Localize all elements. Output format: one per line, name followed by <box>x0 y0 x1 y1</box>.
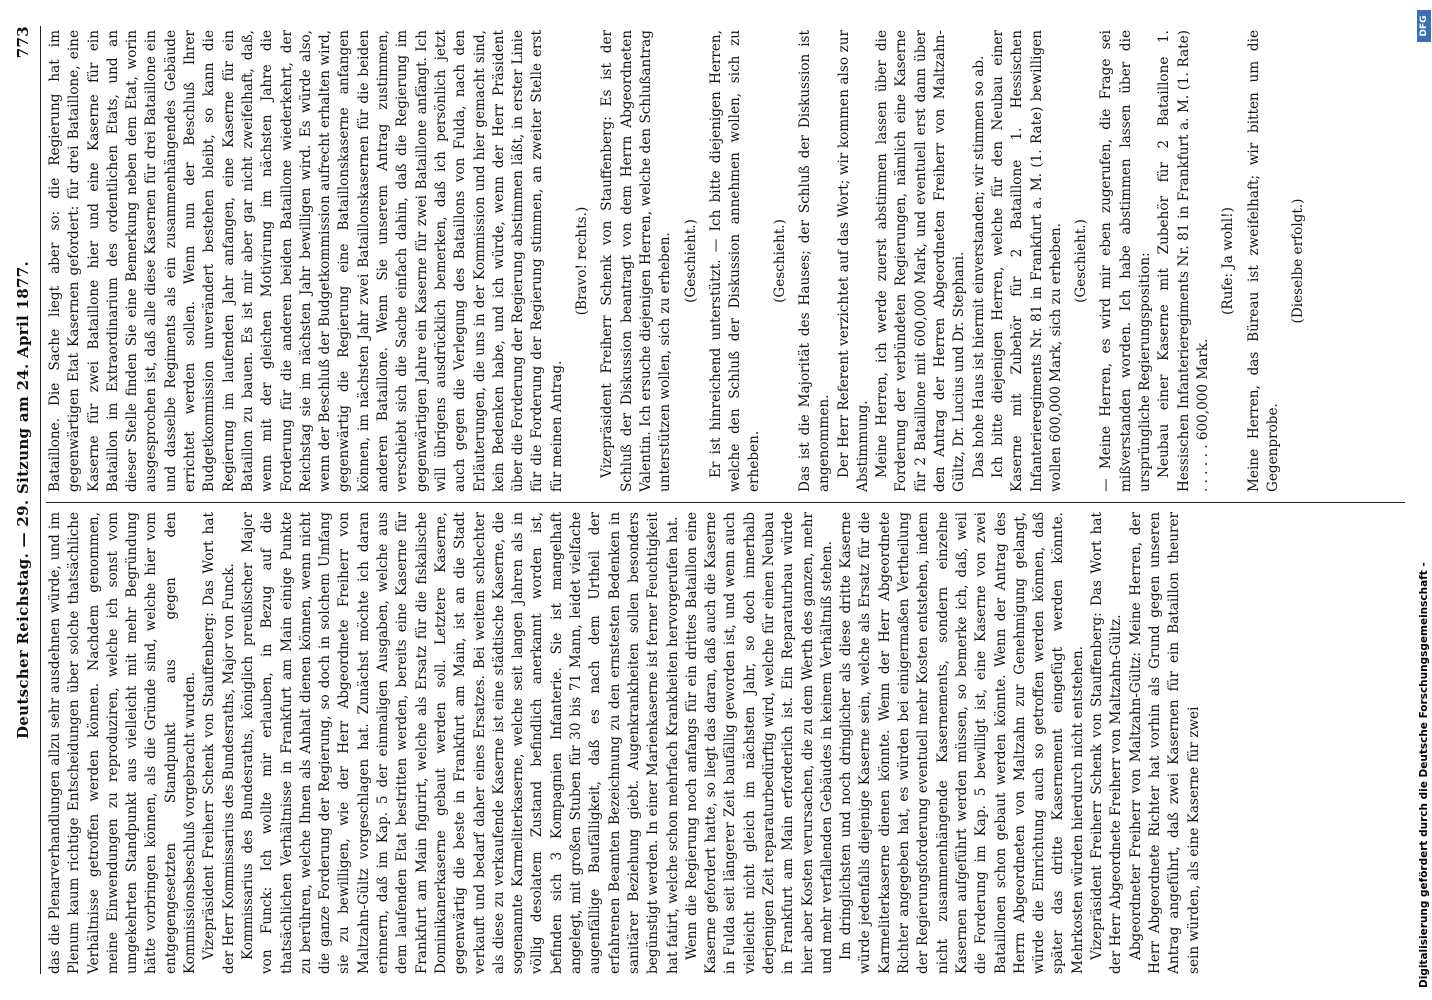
paragraph: Das hohe Haus ist hiermit einverstanden; wir stimmen so ab. <box>970 55 987 478</box>
paragraph: Vizepräsident Freiherr Schenk von Stauffenberg: Das Wort hat der Herr Abgeordnete Freiherr von Maltzahn-Gültz. <box>1089 512 1125 974</box>
header-title: Deutscher Reichstag. — 29. Sitzung am 24. April 1877. <box>14 261 32 739</box>
running-header <box>4 26 40 974</box>
paragraph: Im dringlichsten und noch dringlicher als diese dritte Kaserne würde jedenfalls diejenige Kaserne sein, welche als Ersatz für die Karmeliterkaserne dienen könnte. Wenn der Herr Abgeordnete Richter angegeben hat, es würden bei einigermaßen Vertheilung der Regierungsforderung eventuell mehr Kosten entstehen, indem nicht zusammenhängende Kasernements, sondern einzelne Kasernen aufgeführt werden müssen, so bemerke ich, daß, weil die Forderung im Kap. 5 bewilligt ist, eine Kaserne von zwei Bataillonen schon gebaut werden könnte. Wenn der Antrag des Herrn Abgeordneten von Maltzahn zur Genehmigung gelangt, würde die Einrichtung auch so getroffen werden können, daß später das dritte Kasernement eingefügt werden könnte. Mehrkosten würden hierdurch nicht entstehen. <box>838 512 1086 974</box>
paragraph: Bataillone. Die Sache liegt aber so: die Regierung hat im gegenwärtigen Etat Kasernen gefordert: für drei Bataillone, eine Kaserne für zwei Bataillone hier und eine Kaserne für ein Bataillon im Extraordinarium des ordentlichen Etats, und an dieser Stelle finden Sie eine Bemerkung neben dem Etat, worin ausgesprochen ist, daß alle diese Kasernen für drei Bataillone ein und dasselbe Regiments als ein zusammenhängendes Gebäude errichtet werden sollen. Wenn nun der Beschluß Ihrer Budgetkommission unverändert bestehen bleibt, so kann die Regierung im laufenden Jahr anfangen, eine Kaserne für ein Bataillon zu bauen. Es ist mir aber gar nicht zweifelhaft, daß, wenn mit der gleichen Motivirung im nächsten Jahre die Forderung für die anderen beiden Bataillone wiederkehrt, der Reichstag sie im nächsten Jahr bewilligen wird. Es würde also, wenn der Beschluß der Budgetkommission aufrecht erhalten wird, gegenwärtig die Regierung eine Bataillonskaserne anfangen können, im nächsten Jahr zwei Bataillonskasernen für die beiden anderen Bataillone. Wenn Sie unserem Antrag zustimmen, verschiebt sich die Sache einfach dahin, daß die Regierung im gegenwärtigen Jahre ein Kaserne für zwei Bataillone anfängt. Ich will übrigens ausdrücklich bemerken, daß ich persönlich jetzt auch gegen die Verlegung des Bataillons von Fulda, nach den Erläuterungen, die uns in der Kommission und hier gemacht sind, kein Bedenken habe, und ich würde, wenn der Herr Präsident über die Forderung der Regierung abstimmen läßt, in erster Linie für die Forderung der Regierung stimmen, an zweiter Stelle erst für meinen Antrag. <box>47 30 565 492</box>
paragraph: Ich bitte diejenigen Herren, welche für den Neubau einer Kaserne mit Zubehör für 2 Bataillone 1. Hessischen Infanterieregiments Nr. 81 in Frankfurt a. M. (1. Rate) bewilligen wollen 600,000 Mark, sich zu erheben. <box>989 30 1064 492</box>
paragraph: Abgeordneter Freiherr von Maltzahn-Gültz: Meine Herren, der Herr Abgeordnete Richter hat vorhin als Grund gegen unseren Antrag angeführt, daß zwei Kasernen für ein Bataillon theurer sein würden, als eine Kaserne für zwei <box>1127 512 1202 974</box>
header-rule <box>40 26 41 974</box>
dfg-logo: DFG <box>1417 10 1431 42</box>
paragraph: das die Plenarverhandlungen allzu sehr ausdehnen würde, und im Plenum kaum richtige Entscheidungen über solche thatsächliche Verhältnisse getroffen werden können. Nachdem genommen, meine Einwendungen zu reproduziren, welche ich sonst vom umgekehrten Standpunkt aus vielleicht mit mehr Begründung hätte vorbringen können, als die Gründe sind, welche hier vom entgegengesetzten Standpunkt aus gegen den Kommissionsbeschluß vorgebracht wurden. <box>47 512 199 974</box>
paragraph: Vizepräsident Freiherr Schenk von Stauffenberg: Es ist der Schluß der Diskussion beantragt von dem Herrn Abgeordneten Valentin. Ich ersuche diejenigen Herren, welche den Schlußantrag unterstützen wollen, sich zu erheben. <box>599 30 674 492</box>
page-number: 773 <box>14 26 32 59</box>
interjection: (Dieselbe erfolgt.) <box>1290 198 1307 324</box>
paragraph: Vizepräsident Freiherr Schenk von Stauffenberg: Das Wort hat der Herr Kommissarius des Bundesraths, Major von Funck. <box>201 512 237 974</box>
interjection: (Geschieht.) <box>771 219 788 303</box>
paragraph: Kommissarius des Bundesraths, königlich preußischer Major von Funck: Ich wollte mir erlauben, in Bezug auf die thatsächlichen Verhältnisse in Frankfurt am Main einige Punkte zu berühren, welche Ihnen als Anhalt dienen können, wenn nicht die ganze Forderung der Regierung, so doch in solchem Umfang sie zu bewilligen, wie der Herr Abgeordnete Freiherr von Maltzahn-Gültz vorgeschlagen hat. Zunächst möchte ich daran erinnern, daß im Kap. 5 der einmaligen Ausgaben, welche aus dem laufenden Etat bestritten werden, bereits eine Kaserne für Frankfurt am Main figurirt, welche als Ersatz für die fiskalische Dominikanerkaserne gebaut werden soll. Letztere Kaserne, gegenwärtig die beste in Frankfurt am Main, ist an die Stadt verkauft und bedarf daher eines Ersatzes. Bei weitem schlechter als diese zu verkaufende Kaserne ist eine städtische Kaserne, die sogenannte Karmeliterkaserne, welche seit langen Jahren als in völlig desolatem Zustand befindlich anerkannt worden ist, befinden sich 3 Kompagnien Infanterie. Sie ist mangelhaft angelegt, mit großen Stuben für 30 bis 71 Mann, leidet vielfache augenfällige Baufälligkeit, daß es nach dem Urtheil der erfahrenen Beamten Bezeichnung zu den ernstesten Bedenken in sanitärer Beziehung giebt. Augenkrankheiten sollen besonders begünstigt werden. In einer Marienkaserne ist ferner Feuchtigkeit hat fatirt, welche schon mehrfach Krankheiten hervorgerufen hat. <box>239 512 681 974</box>
paragraph: Meine Herren, ich werde zuerst abstimmen lassen über die Forderung der verbündeten Regierungen, nämlich eine Kaserne für 2 Bataillone mit 600,000 Mark, und eventuell erst dann über den Antrag der Herren Abgeordneten Freiherr von Maltzahn-Gültz, Dr. Lucius und Dr. Stephani. <box>874 30 968 492</box>
digitization-credit-text: Digitalisierung gefördert durch die Deutsche Forschungsgemeinschaft - <box>1418 562 1430 988</box>
paragraph: Der Herr Referent verzichtet auf das Wort; wir kommen also zur Abstimmung. <box>835 30 871 492</box>
interjection: (Geschieht.) <box>1073 219 1090 303</box>
right-column <box>46 30 1409 492</box>
paragraph: Neubau einer Kaserne mit Zubehör für 2 Bataillone 1. Hessischen Infanterieregiments Nr. 81 in Frankfurt a. M. (1. Rate) . . . . . . 600,000 Mark. <box>1156 30 1211 492</box>
interjection: (Bravo! rechts.) <box>574 206 591 316</box>
paragraph: Meine Herren, das Büreau ist zweifelhaft; wir bitten um die Gegenprobe. <box>1245 30 1281 492</box>
interjection: (Rufe: Ja wohl!) <box>1220 207 1237 315</box>
paragraph: Das ist die Majorität des Hauses; der Schluß der Diskussion ist angenommen. <box>796 30 833 492</box>
digitization-credit-rotated <box>1416 0 1432 1000</box>
digitization-credit-strip <box>1416 0 1432 1000</box>
left-column <box>46 512 1409 974</box>
column-divider <box>46 502 1405 503</box>
paragraph: — Meine Herren, es wird mir eben zugerufen, die Frage sei mißverstanden worden. Ich habe abstimmen lassen über die ursprüngliche Regierungsposition: <box>1098 30 1154 492</box>
paragraph: Wenn die Regierung noch anfangs für ein drittes Bataillon eine Kaserne gefordert hatte, so liegt das daran, daß auch die Kaserne in Fulda seit längerer Zeit baufällig geworden ist, und wenn auch vielleicht nicht gleich im nächsten Jahr, so doch innerhalb derjenigen Zeit reparaturbedürftig wird, welche für einen Neubau in Frankfurt am Main erforderlich ist. Ein Reparaturbau würde hier aber Kosten verursachen, die zu dem Werth des ganzen, mehr und mehr verfallenden Gebäudes in keinem Verhältniß stehen. <box>683 512 835 974</box>
interjection: (Geschieht.) <box>682 219 699 303</box>
paragraph: Er ist hinreichend unterstützt. — Ich bitte diejenigen Herren, welche den Schluß der Diskussion annehmen wollen, sich zu erheben. <box>707 30 763 492</box>
